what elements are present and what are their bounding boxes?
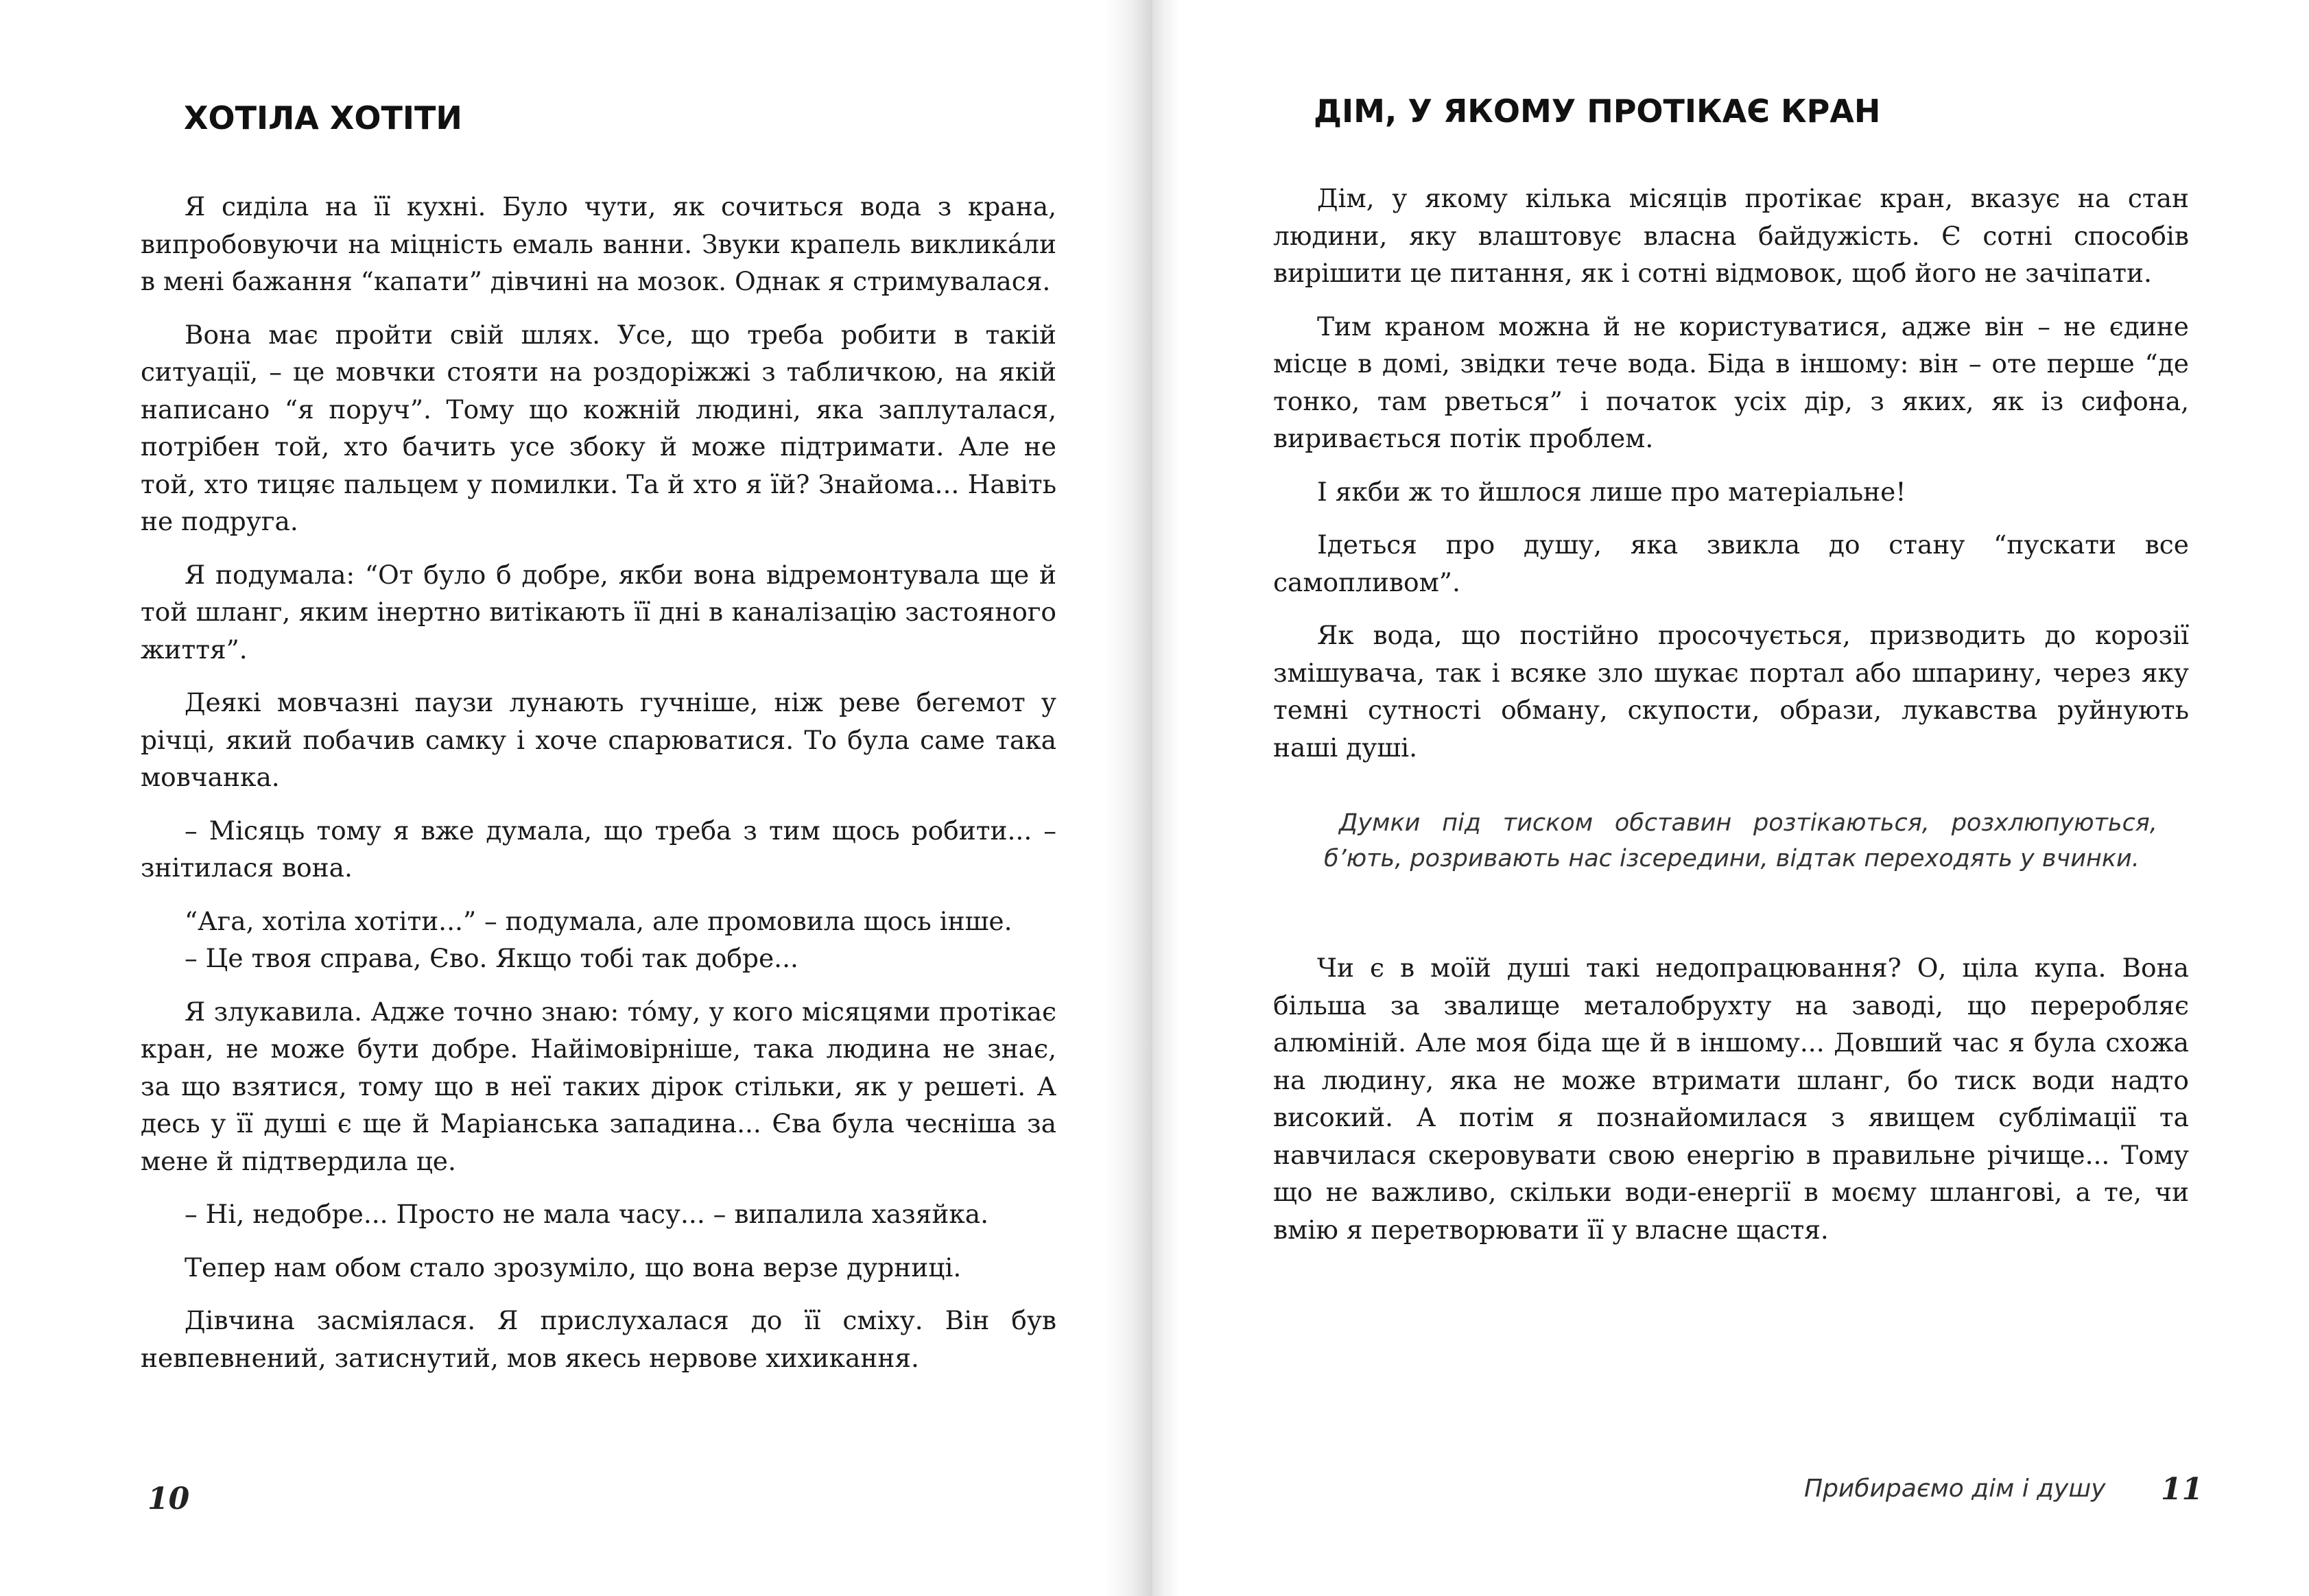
paragraph: Дім, у якому кілька місяців протікає кран, вказує на стан людини, яку влаштовує власна байдужість. Є сотні способів вирішити це питання, як і сотні відмовок, щоб його не зачіпати. (1273, 183, 2189, 288)
paragraph: Вона має пройти свій шлях. Усе, що треба робити в такій ситуації, – це мовчки стояти на роздоріжжі з табличкою, на якій написано “я поруч”. Тому що кожній людині, яка заплуталася, потрібен той, хто бачить усе збоку й може підтримати. Але не той, хто тицяє пальцем у помилки. Та й хто я їй? Знайома... Навіть не подруга. (141, 319, 1056, 536)
paragraph: Чи є в моїй душі такі недопрацювання? О, ціла купа. Вона більша за звалище металобрухту на заводі, що переробляє алюміній. Але моя біда ще й в іншому... Довший час я була схожа на людину, яка не може втримати шланг, бо тиск води надто високий. А потім я познайомилася з явищем сублімації та навчилася скеровувати свою енергію в правильне річище... Тому що не важливо, скільки води-енергії в моєму шлангові, а те, чи вмію я перетворювати її у власне щастя. (1273, 953, 2189, 1245)
chapter-body (141, 188, 1056, 1392)
left-page (0, 0, 1152, 1596)
dialogue-line: – Ні, недобре... Просто не мала часу... – випалила хазяйка. (185, 1199, 989, 1229)
paragraph: Деякі мовчазні паузи лунають гучніше, ніж реве бегемот у річці, який побачив самку і хоче спарюватися. То була саме така мовчанка. (141, 687, 1056, 792)
paragraph: Тепер нам обом стало зрозуміло, що вона верзе дурниці. (185, 1252, 962, 1283)
page-number: 11 (2161, 1472, 2203, 1507)
chapter-title: ДІМ, У ЯКОМУ ПРОТІКАЄ КРАН (1314, 93, 1881, 130)
paragraph: Дівчина засміялася. Я прислухалася до її сміху. Він був невпевнений, затиснутий, мов якесь нервове хихикання. (141, 1305, 1056, 1373)
dialogue-line: – Це твоя справа, Єво. Якщо тобі так добре... (185, 943, 798, 973)
italic-quote: Думки під тиском обставин розтікаються, розхлюпуються, б’ють, розривають нас ізсередини, відтак переходять у вчинки. (1324, 809, 2157, 872)
gutter-shadow (1152, 0, 1180, 1596)
chapter-title: ХОТІЛА ХОТІТИ (184, 99, 462, 136)
chapter-body-continued (1273, 949, 2189, 1264)
right-page (1152, 0, 2309, 1596)
paragraph: Я сиділа на її кухні. Було чути, як сочиться вода з крана, випробовуючи на міцність емаль ванни. Звуки крапель викликáли в мені бажання “капати” дівчині на мозок. Однак я стримувалася. (141, 191, 1056, 296)
gutter-shadow (1104, 0, 1152, 1596)
paragraph: Ідеться про душу, яка звикла до стану “пускати все самопливом”. (1273, 529, 2189, 597)
paragraph: Як вода, що постійно просочується, призводить до корозії змішувача, так і всяке зло шукає портал або шпарину, через яку темні сутності обману, скупости, образи, лукавства руйнують наші душі. (1273, 620, 2189, 763)
paragraph: І якби ж то йшлося лише про матеріальне! (1317, 476, 1906, 507)
running-footer: Прибираємо дім і душу (1804, 1475, 2106, 1503)
dialogue-line: – Місяць тому я вже думала, що треба з тим щось робити... – знітилася вона. (141, 815, 1056, 883)
dialogue-line: “Ага, хотіла хотіти...” – подумала, але промовила щось інше. (185, 905, 1013, 936)
paragraph: Я подумала: “От було б добре, якби вона відремонтувала ще й той шланг, яким інертно витікають її дні в каналізацію застояного життя”. (141, 559, 1056, 665)
chapter-body (1273, 180, 2189, 782)
paragraph: Я злукавила. Адже точно знаю: тóму, у кого місяцями протікає кран, не може бути добре. Найімовірніше, така людина не знає, за що взятися, тому що в неї таких дірок стільки, як у решеті. А десь у її душі є ще й Маріанська западина... Єва була чесніша за мене й підтвердила це. (141, 996, 1056, 1176)
paragraph: Тим краном можна й не користуватися, адже він – не єдине місце в домі, звідки тече вода. Біда в іншому: він – оте перше “де тонко, там рветься” і початок усіх дір, з яких, як із сифона, виривається потік проблем. (1273, 311, 2189, 453)
page-number: 10 (147, 1481, 190, 1516)
